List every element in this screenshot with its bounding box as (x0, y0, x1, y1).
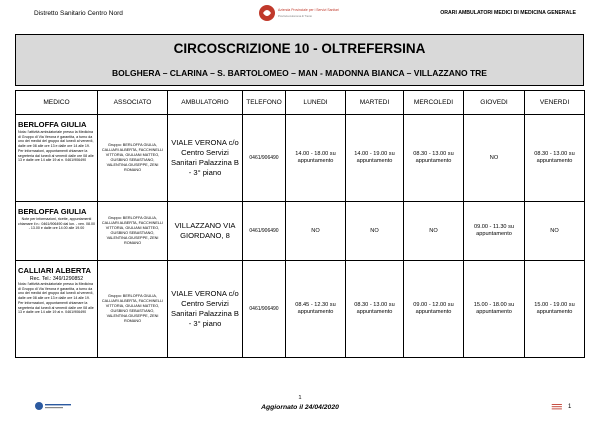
mercoledi-cell: NO (404, 202, 464, 261)
apss-logo-icon (258, 4, 276, 22)
ambulatorio-cell: VIALE VERONA c/o Centro Servizi Sanitari Palazzina B - 3° piano (168, 115, 243, 202)
apss-logo (258, 4, 354, 24)
associato-cell: Gruppo: BERLOFFA GIULIA, CALLIARI ALBERTA, FACCHINELLI VITTORIA, GIULIANI MATTEO, GUSBINO SEBASTIANO, VALENTINA GIUSEPPE, ZENI ROMANO (98, 261, 168, 358)
mercoledi-cell: 08.30 - 13.00 su appuntamento (404, 115, 464, 202)
col-header-medico: MEDICO (16, 91, 98, 115)
col-header-ambulatorio: AMBULATORIO (168, 91, 243, 115)
col-header-lunedi: LUNEDI (286, 91, 346, 115)
telefono-cell: 0461/906490 (243, 115, 286, 202)
circoscrizione-banner (15, 34, 584, 86)
medico-name: CALLIARI ALBERTA (18, 266, 91, 275)
circoscrizione-title: CIRCOSCRIZIONE 10 - OLTREFERSINA (173, 41, 426, 56)
footer-trailing-page: 1 (568, 404, 572, 410)
venerdi-cell: NO (525, 202, 585, 261)
martedi-cell: 14.00 - 19.00 su appuntamento (346, 115, 404, 202)
medico-note: Nota: l'attività ambulatoriale presso la Medicina di Gruppo di Via Verona è garantita, a turno da uno dei medici del gruppo dal lunedì al venerdì, dalle ore 08 alle ore 13 e dalle ore 14 alle 19. Per informazioni, appuntamenti chiamare la segreteria dal lunedì al venerdì dalle ore 08 alle 13 e dalle ore 14 alle 19 al n. 0461/906490 (18, 130, 94, 163)
document-title: ORARI AMBULATORI MEDICI DI MEDICINA GENERALE (440, 10, 576, 16)
col-header-martedi: MARTEDI (346, 91, 404, 115)
table-row (16, 202, 585, 261)
col-header-telefono: TELEFONO (243, 91, 286, 115)
giovedi-cell: 09.00 - 11.30 su appuntamento (464, 202, 525, 261)
table-header-row (16, 91, 585, 115)
martedi-cell: 08.30 - 13.00 su appuntamento (346, 261, 404, 358)
medico-name: BERLOFFA GIULIA (18, 120, 87, 129)
logo-text: Azienda Provinciale per i Servizi Sanitari (278, 8, 339, 12)
table-row (16, 261, 585, 358)
col-header-associato: ASSOCIATO (98, 91, 168, 115)
medico-note: Note per informazioni, ricette, appuntamenti chiamare il n.: 0461/906490 dal lun. - ven. 08.00 - 13.00 e dalle ore 14.00 alle 19.00 (18, 217, 95, 231)
associato-cell: Gruppo: BERLOFFA GIULIA, CALLIARI ALBERTA, FACCHINELLI VITTORIA, GIULIANI MATTEO, GUSBINO SEBASTIANO, VALENTINA GIUSEPPE, ZENI ROMANO (98, 202, 168, 261)
medico-cell (16, 115, 98, 202)
lunedi-cell: 14.00 - 18.00 su appuntamento (286, 115, 346, 202)
ambulatorio-cell: VILLAZZANO VIA GIORDANO, 8 (168, 202, 243, 261)
medico-note: Nota: l'attività ambulatoriale presso la Medicina di Gruppo di Via Verona è garantita, a turno da uno dei medici del gruppo dal lunedì al venerdì, dalle ore 08 alle ore 13 e dalle ore 14 alle 19. Per informazioni, appuntamenti chiamare la segreteria dal lunedì al venerdì dalle ore 08 alle 13 e dalle ore 14 alle 19 al n. 0461/906490 (18, 282, 94, 315)
medico-phone: Rec. Tel.: 349/1290852 (29, 276, 84, 282)
district-name: Distretto Sanitario Centro Nord (34, 10, 123, 17)
medico-name: BERLOFFA GIULIA (18, 207, 87, 216)
col-header-venerdi: VENERDI (525, 91, 585, 115)
schedule-table (15, 90, 585, 358)
medico-cell (16, 202, 98, 261)
footer-logo-right (551, 400, 573, 414)
lunedi-cell: 08.45 - 12.30 su appuntamento (286, 261, 346, 358)
col-header-mercoledi: MERCOLEDI (404, 91, 464, 115)
giovedi-cell: NO (464, 115, 525, 202)
telefono-cell: 0461/906490 (243, 261, 286, 358)
lunedi-cell: NO (286, 202, 346, 261)
martedi-cell: NO (346, 202, 404, 261)
ambulatorio-cell: VIALE VERONA c/o Centro Servizi Sanitari Palazzina B - 3° piano (168, 261, 243, 358)
col-header-giovedi: GIOVEDI (464, 91, 525, 115)
giovedi-cell: 15.00 - 18.00 su appuntamento (464, 261, 525, 358)
medico-cell (16, 261, 98, 358)
telefono-cell: 0461/906490 (243, 202, 286, 261)
venerdi-cell: 15.00 - 19.00 su appuntamento (525, 261, 585, 358)
venerdi-cell: 08.30 - 13.00 su appuntamento (525, 115, 585, 202)
mercoledi-cell: 09.00 - 12.00 su appuntamento (404, 261, 464, 358)
logo-subtext: Provincia Autonoma di Trento (278, 15, 312, 18)
page-number: 1 (298, 395, 302, 401)
updated-date: Aggiornato il 24/04/2020 (261, 404, 339, 411)
associato-cell: Gruppo: BERLOFFA GIULIA, CALLIARI ALBERTA, FACCHINELLI VITTORIA, GIULIANI MATTEO, GUSBINO SEBASTIANO, VALENTINA GIUSEPPE, ZENI ROMANO (98, 115, 168, 202)
table-row (16, 115, 585, 202)
circoscrizione-areas: BOLGHERA – CLARINA – S. BARTOLOMEO – MAN - MADONNA BIANCA – VILLAZZANO TRE (112, 68, 487, 78)
footer-logo-right-icon (551, 400, 567, 414)
